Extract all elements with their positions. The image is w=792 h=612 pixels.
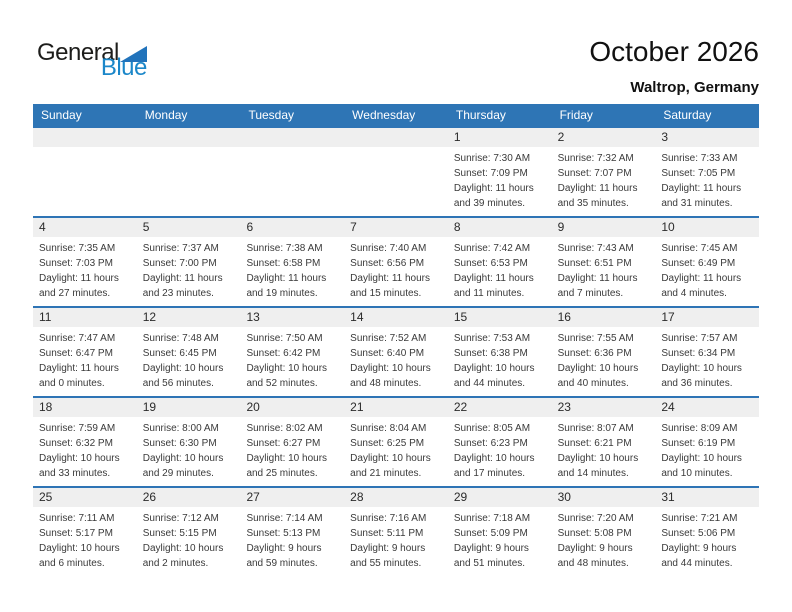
day-info (552, 327, 656, 391)
page-subtitle: Waltrop, Germany (630, 79, 759, 96)
weekday-header-row (33, 104, 759, 126)
day-info-line: Sunset: 5:08 PM (557, 528, 632, 539)
day-info-line: Sunrise: 7:47 AM (39, 333, 116, 344)
day-info-line: and 44 minutes. (453, 378, 526, 389)
day-info-line: Sunrise: 7:32 AM (557, 153, 634, 164)
day-info-line: and 10 minutes. (661, 468, 733, 479)
day-info-line: Sunset: 6:19 PM (661, 438, 736, 449)
day-cell-empty (137, 128, 241, 216)
weekday-header-saturday: Saturday (663, 108, 712, 122)
day-info-line: Sunset: 6:32 PM (39, 438, 113, 449)
day-info-line: Sunrise: 8:02 AM (246, 423, 323, 434)
day-info-line: Sunrise: 7:42 AM (453, 243, 531, 254)
day-number: 28 (344, 488, 448, 507)
day-info-line: Daylight: 9 hours (453, 543, 529, 554)
day-info (240, 417, 344, 481)
day-cell-12 (137, 308, 241, 396)
day-number: 19 (137, 398, 241, 417)
day-number: 25 (33, 488, 137, 507)
day-info-line: Daylight: 11 hours (557, 183, 638, 194)
day-cell-3 (655, 128, 759, 216)
day-number: 8 (448, 218, 552, 237)
day-info-line: and 33 minutes. (39, 468, 111, 479)
day-info-line: Sunrise: 8:04 AM (350, 423, 427, 434)
day-info-line: Sunset: 5:06 PM (661, 528, 736, 539)
day-cell-6 (240, 218, 344, 306)
day-number (33, 128, 137, 147)
day-cell-1 (448, 128, 552, 216)
day-cell-27 (240, 488, 344, 576)
day-number: 30 (552, 488, 656, 507)
day-info-line: Sunset: 6:30 PM (142, 438, 217, 449)
day-info-line: Sunset: 6:45 PM (142, 348, 217, 359)
day-info-line: Daylight: 10 hours (557, 453, 639, 464)
day-info (655, 507, 759, 571)
day-number: 13 (240, 308, 344, 327)
day-info-line: Daylight: 11 hours (661, 183, 742, 194)
day-number: 17 (655, 308, 759, 327)
day-info-line: Sunrise: 7:37 AM (142, 243, 219, 254)
day-cell-31 (655, 488, 759, 576)
day-info (552, 147, 656, 211)
day-info-line: Daylight: 9 hours (246, 543, 322, 554)
day-info-line: Sunrise: 7:59 AM (39, 423, 116, 434)
day-number: 31 (655, 488, 759, 507)
day-info-line: Daylight: 10 hours (661, 453, 742, 464)
day-info (344, 237, 448, 301)
day-info-line: Sunset: 7:07 PM (557, 168, 632, 179)
day-info-line: Daylight: 10 hours (350, 363, 431, 374)
day-info-line: Daylight: 11 hours (453, 273, 534, 284)
day-info-line: Daylight: 10 hours (142, 363, 224, 374)
day-number: 6 (240, 218, 344, 237)
day-info-line: Daylight: 10 hours (246, 363, 328, 374)
day-info-line: Sunrise: 7:52 AM (350, 333, 427, 344)
day-cell-25 (33, 488, 137, 576)
weekday-header-friday: Friday (559, 108, 593, 122)
day-info-line: Daylight: 9 hours (350, 543, 426, 554)
day-info (137, 507, 241, 571)
day-info (552, 417, 656, 481)
day-info-line: Sunrise: 7:30 AM (453, 153, 531, 164)
day-info-line: and 7 minutes. (557, 288, 624, 299)
day-cell-7 (344, 218, 448, 306)
day-number: 11 (33, 308, 137, 327)
day-info-line: Sunrise: 7:35 AM (39, 243, 116, 254)
day-number: 21 (344, 398, 448, 417)
day-info (655, 237, 759, 301)
day-cell-20 (240, 398, 344, 486)
day-info-line: Daylight: 11 hours (142, 273, 223, 284)
day-info-line: Daylight: 10 hours (453, 363, 535, 374)
day-info-line: Sunrise: 7:11 AM (39, 513, 115, 524)
day-info (448, 327, 552, 391)
day-info-line: and 14 minutes. (557, 468, 629, 479)
day-number (137, 128, 241, 147)
day-info (448, 507, 552, 571)
day-info-line: Sunset: 6:34 PM (661, 348, 736, 359)
day-info-line: Sunrise: 8:05 AM (453, 423, 531, 434)
day-number: 16 (552, 308, 656, 327)
day-info-line: and 31 minutes. (661, 198, 733, 209)
day-info-line: and 2 minutes. (142, 558, 209, 569)
day-number: 18 (33, 398, 137, 417)
day-info (655, 417, 759, 481)
day-info (33, 237, 137, 301)
day-info-line: and 21 minutes. (350, 468, 422, 479)
day-info-line: Daylight: 11 hours (557, 273, 638, 284)
day-cell-19 (137, 398, 241, 486)
day-number: 29 (448, 488, 552, 507)
day-cell-24 (655, 398, 759, 486)
day-info-line: Sunrise: 7:12 AM (142, 513, 219, 524)
day-number: 9 (552, 218, 656, 237)
day-info-line: Sunrise: 7:57 AM (661, 333, 738, 344)
day-info-line: Sunset: 6:36 PM (557, 348, 632, 359)
day-info-line: Sunrise: 7:53 AM (453, 333, 531, 344)
day-cell-empty (33, 128, 137, 216)
day-info-line: Sunset: 6:49 PM (661, 258, 736, 269)
week-row (33, 486, 759, 576)
day-info-line: Sunset: 7:00 PM (142, 258, 217, 269)
day-number: 10 (655, 218, 759, 237)
day-info-line: and 40 minutes. (557, 378, 629, 389)
day-info (137, 147, 241, 151)
day-info-line: Daylight: 11 hours (661, 273, 742, 284)
day-info-line: Sunrise: 7:14 AM (246, 513, 323, 524)
day-info-line: Daylight: 10 hours (350, 453, 431, 464)
day-info-line: and 11 minutes. (453, 288, 525, 299)
weekday-header-thursday: Thursday (455, 108, 506, 122)
day-info-line: Sunrise: 7:55 AM (557, 333, 634, 344)
day-info-line: Sunset: 6:40 PM (350, 348, 425, 359)
day-info (137, 417, 241, 481)
day-cell-28 (344, 488, 448, 576)
day-info-line: Daylight: 11 hours (453, 183, 534, 194)
day-info-line: Sunset: 7:09 PM (453, 168, 528, 179)
day-info-line: and 29 minutes. (142, 468, 214, 479)
weekday-header-monday: Monday (144, 108, 188, 122)
day-info-line: and 15 minutes. (350, 288, 422, 299)
day-number: 27 (240, 488, 344, 507)
day-info-line: and 52 minutes. (246, 378, 318, 389)
day-info-line: Sunrise: 7:18 AM (453, 513, 531, 524)
day-info (344, 147, 448, 151)
day-info (137, 327, 241, 391)
day-number: 7 (344, 218, 448, 237)
day-info (448, 147, 552, 211)
day-info-line: and 55 minutes. (350, 558, 422, 569)
day-info-line: Sunrise: 8:00 AM (142, 423, 219, 434)
day-cell-18 (33, 398, 137, 486)
day-cell-10 (655, 218, 759, 306)
day-info (448, 237, 552, 301)
day-info-line: and 56 minutes. (142, 378, 214, 389)
day-info (33, 147, 137, 151)
day-info-line: and 4 minutes. (661, 288, 727, 299)
day-info-line: Daylight: 11 hours (350, 273, 431, 284)
day-info (33, 327, 137, 391)
day-cell-2 (552, 128, 656, 216)
day-info-line: Daylight: 10 hours (39, 543, 120, 554)
day-info (448, 417, 552, 481)
day-info-line: Sunset: 6:38 PM (453, 348, 528, 359)
day-info-line: Sunrise: 7:48 AM (142, 333, 219, 344)
day-info-line: and 51 minutes. (453, 558, 526, 569)
day-info (240, 507, 344, 571)
day-cell-17 (655, 308, 759, 396)
day-number: 24 (655, 398, 759, 417)
day-info-line: Sunset: 6:58 PM (246, 258, 321, 269)
day-cell-16 (552, 308, 656, 396)
day-cell-30 (552, 488, 656, 576)
day-cell-9 (552, 218, 656, 306)
day-info-line: Sunset: 6:23 PM (453, 438, 528, 449)
day-number: 15 (448, 308, 552, 327)
day-info (344, 327, 448, 391)
day-info-line: Sunrise: 7:43 AM (557, 243, 634, 254)
day-number: 3 (655, 128, 759, 147)
day-cell-26 (137, 488, 241, 576)
day-info-line: Daylight: 10 hours (39, 453, 120, 464)
day-info-line: and 17 minutes. (453, 468, 526, 479)
day-cell-empty (240, 128, 344, 216)
day-cell-15 (448, 308, 552, 396)
day-cell-4 (33, 218, 137, 306)
day-number (240, 128, 344, 147)
day-info-line: and 35 minutes. (557, 198, 629, 209)
day-info-line: Sunrise: 7:38 AM (246, 243, 323, 254)
weekday-header-wednesday: Wednesday (352, 108, 416, 122)
day-info-line: Sunset: 6:47 PM (39, 348, 113, 359)
day-info-line: Sunset: 7:03 PM (39, 258, 113, 269)
day-info-line: Sunrise: 7:20 AM (557, 513, 634, 524)
day-cell-8 (448, 218, 552, 306)
day-info (240, 327, 344, 391)
day-cell-11 (33, 308, 137, 396)
day-info-line: Daylight: 10 hours (453, 453, 535, 464)
day-number: 2 (552, 128, 656, 147)
day-info-line: Sunset: 5:13 PM (246, 528, 321, 539)
day-number: 23 (552, 398, 656, 417)
day-info (33, 507, 137, 571)
logo-text-general: General (37, 39, 119, 66)
day-number (344, 128, 448, 147)
week-row (33, 126, 759, 216)
day-cell-29 (448, 488, 552, 576)
page-title: October 2026 (589, 36, 759, 67)
day-number: 14 (344, 308, 448, 327)
day-info (344, 507, 448, 571)
day-cell-14 (344, 308, 448, 396)
day-info (33, 417, 137, 481)
day-info-line: and 25 minutes. (246, 468, 318, 479)
day-info-line: and 36 minutes. (661, 378, 733, 389)
day-info-line: Sunrise: 7:33 AM (661, 153, 738, 164)
day-cell-21 (344, 398, 448, 486)
day-info-line: Daylight: 9 hours (661, 543, 737, 554)
day-info-line: Daylight: 10 hours (142, 453, 224, 464)
day-info (240, 237, 344, 301)
day-info (552, 237, 656, 301)
day-info-line: Sunset: 6:27 PM (246, 438, 321, 449)
day-info-line: and 0 minutes. (39, 378, 105, 389)
day-info-line: and 6 minutes. (39, 558, 105, 569)
day-info (655, 147, 759, 211)
day-cell-22 (448, 398, 552, 486)
day-number: 12 (137, 308, 241, 327)
day-info-line: Daylight: 10 hours (142, 543, 224, 554)
day-info-line: Sunrise: 7:21 AM (661, 513, 738, 524)
day-info-line: and 23 minutes. (142, 288, 214, 299)
week-row (33, 306, 759, 396)
day-info-line: Sunrise: 8:09 AM (661, 423, 738, 434)
day-info-line: Sunset: 5:17 PM (39, 528, 113, 539)
day-info-line: Sunset: 6:56 PM (350, 258, 425, 269)
weekday-header-sunday: Sunday (41, 108, 82, 122)
day-info-line: Sunset: 7:05 PM (661, 168, 736, 179)
day-info-line: Sunset: 6:25 PM (350, 438, 425, 449)
day-info-line: Daylight: 10 hours (246, 453, 328, 464)
day-info-line: and 48 minutes. (557, 558, 629, 569)
day-info-line: Sunset: 6:51 PM (557, 258, 632, 269)
week-row (33, 216, 759, 306)
day-info-line: and 48 minutes. (350, 378, 422, 389)
day-info-line: and 39 minutes. (453, 198, 526, 209)
day-info-line: Daylight: 9 hours (557, 543, 633, 554)
day-info-line: and 44 minutes. (661, 558, 733, 569)
day-info-line: Daylight: 10 hours (661, 363, 742, 374)
day-info-line: Sunrise: 7:50 AM (246, 333, 323, 344)
day-info-line: and 59 minutes. (246, 558, 318, 569)
day-info-line: Sunset: 6:42 PM (246, 348, 321, 359)
day-cell-5 (137, 218, 241, 306)
day-info (344, 417, 448, 481)
day-info-line: Sunset: 6:21 PM (557, 438, 632, 449)
logo-text-blue: Blue (100, 54, 147, 81)
day-info-line: Sunset: 6:53 PM (453, 258, 528, 269)
day-info-line: Daylight: 11 hours (39, 273, 119, 284)
day-info-line: and 19 minutes. (246, 288, 318, 299)
day-info-line: Sunset: 5:11 PM (350, 528, 424, 539)
day-number: 1 (448, 128, 552, 147)
day-info-line: Sunrise: 7:40 AM (350, 243, 427, 254)
day-number: 4 (33, 218, 137, 237)
weekday-header-tuesday: Tuesday (248, 108, 295, 122)
day-info-line: Sunset: 5:15 PM (142, 528, 217, 539)
day-number: 5 (137, 218, 241, 237)
day-number: 26 (137, 488, 241, 507)
day-info-line: Sunrise: 7:45 AM (661, 243, 738, 254)
day-info-line: and 27 minutes. (39, 288, 111, 299)
day-info-line: Daylight: 10 hours (557, 363, 639, 374)
day-info (137, 237, 241, 301)
day-number: 22 (448, 398, 552, 417)
day-info (240, 147, 344, 151)
day-cell-empty (344, 128, 448, 216)
day-number: 20 (240, 398, 344, 417)
day-cell-13 (240, 308, 344, 396)
day-info (655, 327, 759, 391)
day-info-line: Sunset: 5:09 PM (453, 528, 528, 539)
day-info-line: Sunrise: 8:07 AM (557, 423, 634, 434)
calendar-grid (33, 104, 759, 576)
day-info-line: Sunrise: 7:16 AM (350, 513, 427, 524)
day-info-line: Daylight: 11 hours (246, 273, 327, 284)
day-info (552, 507, 656, 571)
week-row (33, 396, 759, 486)
day-info-line: Daylight: 11 hours (39, 363, 119, 374)
day-cell-23 (552, 398, 656, 486)
general-blue-logo (37, 41, 147, 80)
